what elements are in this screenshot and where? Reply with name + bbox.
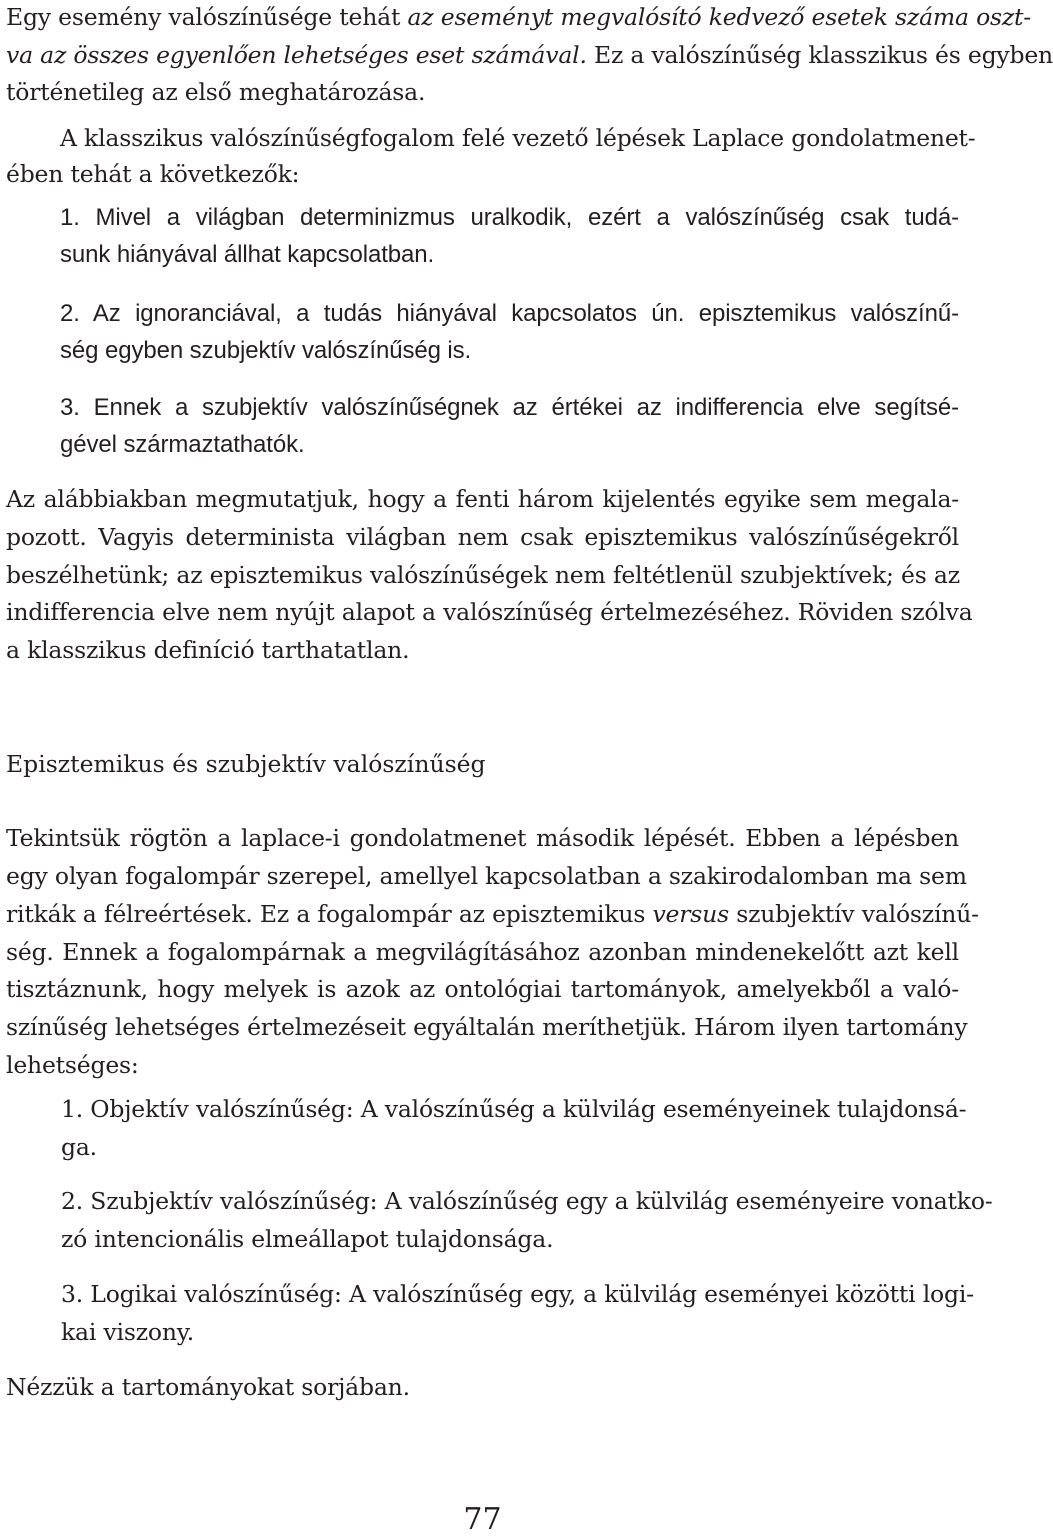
section-text: ritkák a félreértések. Ez a fogalompár az episztemikus (6, 900, 653, 928)
section-line-6: színűség lehetséges értelmezéseit egyáltalán meríthetjük. Három ilyen tartomány (6, 1013, 968, 1041)
domain-1-line-2: ga. (61, 1133, 97, 1161)
page-number: 77 (463, 1502, 502, 1537)
intro-line-2 (6, 40, 1053, 70)
laplace-step-1-line-2: sunk hiányával állhat kapcsolatban. (60, 241, 435, 268)
intro-line-1 (6, 2, 1032, 32)
closing-line: Nézzük a tartományokat sorjában. (6, 1373, 410, 1401)
italic-versus: versus (652, 900, 729, 928)
intro-line-4: A klasszikus valószínűségfogalom felé vezető lépések Laplace gondolatmenet- (60, 124, 976, 152)
conclusion-line-1: Az alábbiakban megmutatjuk, hogy a fenti három kijelentés egyike sem megala- (6, 485, 959, 513)
section-line-7: lehetséges: (6, 1051, 139, 1079)
domain-1-line-1: 1. Objektív valószínűség: A valószínűség a külvilág eseményeinek tulajdonsá- (61, 1095, 967, 1123)
intro-italic-definition-end: va az összes egyenlően lehetséges eset számával. (6, 41, 587, 69)
intro-text: Ez a valószínűség klasszikus és egyben (586, 41, 1053, 69)
laplace-step-2-line-2: ség egyben szubjektív valószínűség is. (60, 337, 472, 364)
laplace-step-2-line-1: 2. Az ignoranciával, a tudás hiányával kapcsolatos ún. episztemikus valószínű- (60, 300, 959, 327)
section-text: szubjektív valószínű- (728, 900, 979, 928)
laplace-step-1-line-1: 1. Mivel a világban determinizmus uralkodik, ezért a valószínűség csak tudá- (60, 204, 959, 231)
conclusion-line-4: indifferencia elve nem nyújt alapot a valószínűség értelmezéséhez. Röviden szólva (6, 598, 973, 626)
laplace-step-3-line-2: gével származtathatók. (60, 431, 305, 458)
intro-line-5: ében tehát a következők: (6, 160, 300, 188)
section-line-5: tisztáznunk, hogy melyek is azok az ontológiai tartományok, amelyekből a való- (6, 975, 959, 1003)
domain-3-line-1: 3. Logikai valószínűség: A valószínűség egy, a külvilág eseményei közötti logi- (61, 1280, 974, 1308)
domain-2-line-2: zó intencionális elmeállapot tulajdonsága. (61, 1225, 554, 1253)
intro-line-3: történetileg az első meghatározása. (6, 78, 426, 106)
section-heading: Episztemikus és szubjektív valószínűség (6, 750, 486, 778)
section-line-4: ség. Ennek a fogalompárnak a megvilágításához azonban mindenekelőtt azt kell (6, 938, 959, 966)
document-page (6, 0, 1053, 1537)
laplace-step-3-line-1: 3. Ennek a szubjektív valószínűségnek az értékei az indifferencia elve segítsé- (60, 394, 959, 421)
section-line-2: egy olyan fogalompár szerepel, amellyel kapcsolatban a szakirodalomban ma sem (6, 862, 967, 890)
domain-3-line-2: kai viszony. (61, 1318, 194, 1346)
conclusion-line-3: beszélhetünk; az episztemikus valószínűségek nem feltétlenül szubjektívek; és az (6, 561, 960, 589)
intro-text: Egy esemény valószínűsége tehát (6, 3, 408, 31)
conclusion-line-5: a klasszikus definíció tarthatatlan. (6, 636, 410, 664)
conclusion-line-2: pozott. Vagyis determinista világban nem csak episztemikus valószínűségekről (6, 523, 959, 551)
domain-2-line-1: 2. Szubjektív valószínűség: A valószínűség egy a külvilág eseményeire vonatko- (61, 1187, 993, 1215)
section-line-1: Tekintsük rögtön a laplace-i gondolatmenet második lépését. Ebben a lépésben (6, 824, 959, 852)
section-line-3 (6, 899, 979, 929)
intro-italic-definition: az eseményt megvalósító kedvező esetek száma oszt- (407, 3, 1032, 31)
